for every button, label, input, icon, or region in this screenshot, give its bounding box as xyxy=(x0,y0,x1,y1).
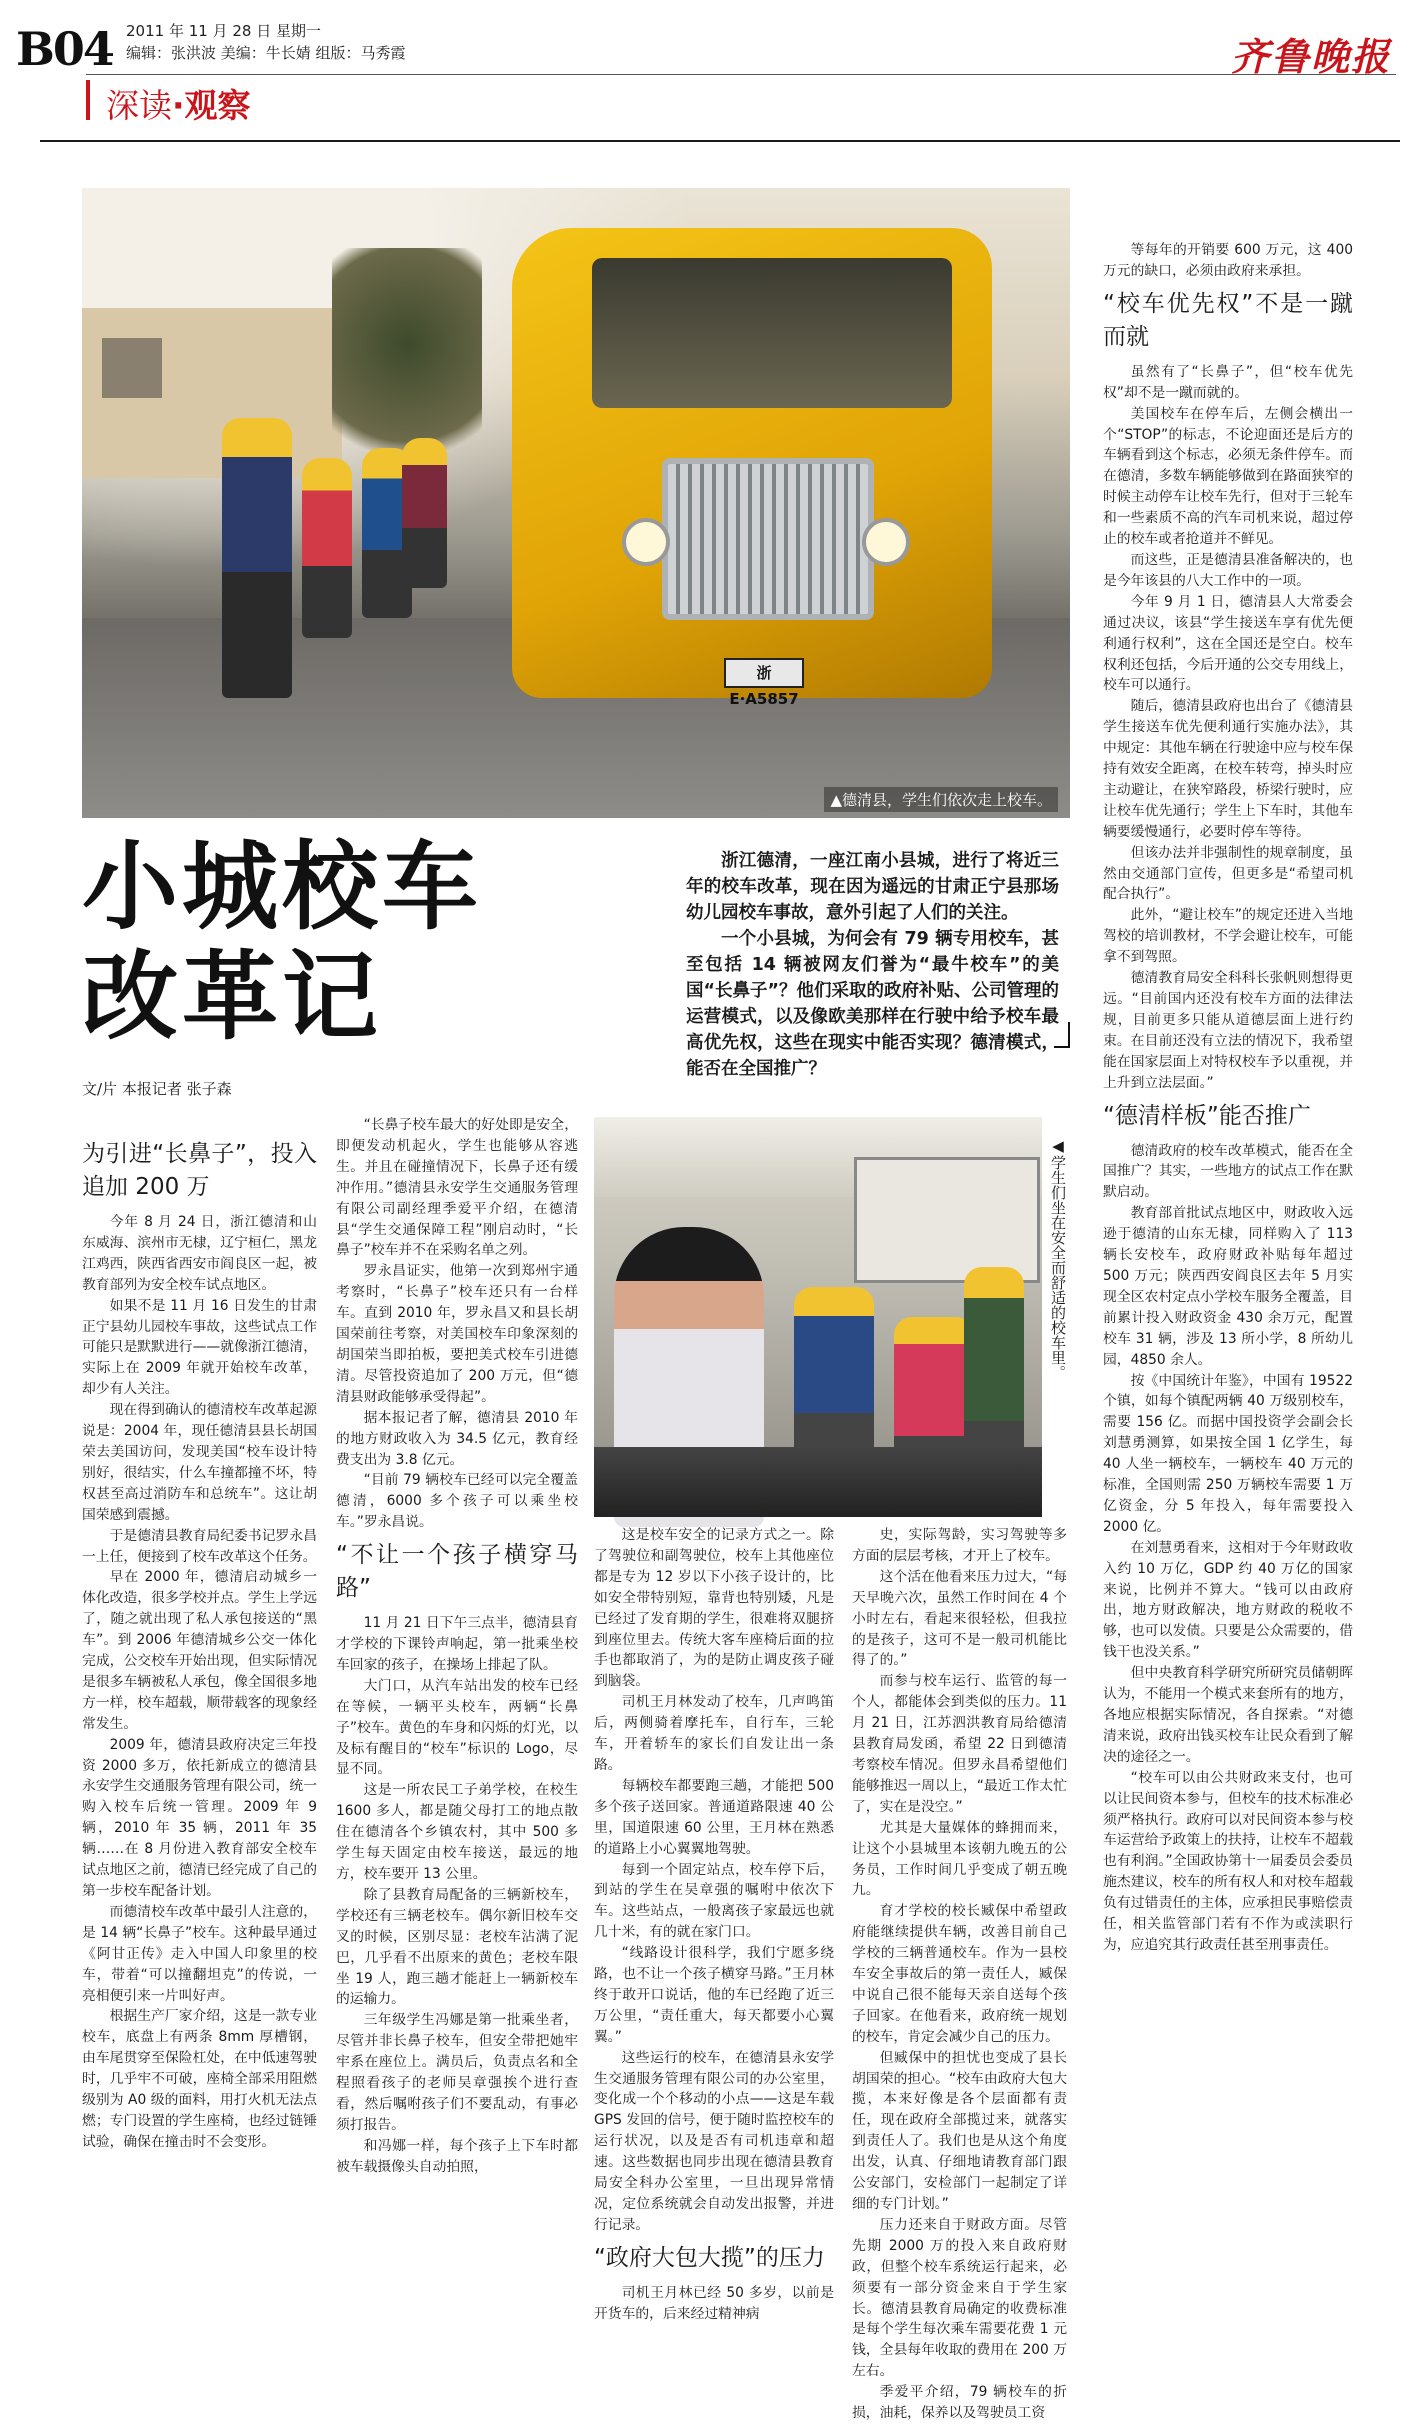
paragraph: 这是校车安全的记录方式之一。除了驾驶位和副驾驶位，校车上其他座位都是专为 12 岁以下小孩子设计的，比如安全带特别短，靠背也特别矮，凡是已经过了发育期的学生，很难将双腿挤到座位里去。传统大客车座椅后面的拉手也都取消了，为的是防止调皮孩子碰到脑袋。 xyxy=(594,1527,834,1690)
paragraph: 三年级学生冯娜是第一批乘坐者，尽管并非长鼻子校车，但安全带把她牢牢系在座位上。满员后，负责点名和全程照看孩子的老师吴章强挨个进行查看，然后嘱咐孩子们不要乱动，有事必须打报告。 xyxy=(336,2012,578,2133)
paragraph: 和冯娜一样，每个孩子上下车时都被车载摄像头自动拍照， xyxy=(336,2137,578,2175)
section-dot: · xyxy=(172,86,185,125)
paragraph: 史，实际驾龄，实习驾驶等多方面的层层考核，才开上了校车。 xyxy=(852,1527,1067,1564)
headline-line-2: 改革记 xyxy=(82,940,382,1053)
paragraph: 而这些，正是德清县准备解决的，也是今年该县的八大工作中的一项。 xyxy=(1103,551,1353,589)
paragraph: 罗永昌证实，他第一次到郑州宇通考察时，“长鼻子”校车还只有一台样车。直到 2010 年，罗永昌又和县长胡国荣前往考察，对美国校车印象深刻的胡国荣当即拍板，要把美式校车引进德清。尽管投资追加了 200 万元，但“德清县财政能够承受得起”。 xyxy=(336,1263,578,1405)
paragraph: 根据生产厂家介绍，这是一款专业校车，底盘上有两条 8mm 厚槽钢，由车尾贯穿至保险杠处，在中低速驾驶时，几乎牢不可破，座椅全部采用阻燃级别为 A0 级的面料，用打火机无法点燃；专门设置的学生座椅，也经过链锤试验，确保在撞击时不会变形。 xyxy=(82,2008,317,2150)
column-5 xyxy=(1103,240,1353,2374)
editors-line: 编辑：张洪波 美编：牛长婧 组版：马秀霞 xyxy=(126,44,406,62)
newspaper-logo: 齐鲁晚报 xyxy=(1230,34,1391,79)
column-3 xyxy=(594,1525,834,2374)
paragraph: 这些运行的校车，在德清县永安学生交通服务管理有限公司的办公室里，变化成一个个移动的小点——这是车载 GPS 发回的信号，便于随时监控校车的运行状况，以及是否有司机违章和超速。这些数据也同步出现在德清县教育局安全科办公室里，一旦出现异常情况，定位系统就会自动发出报警，并进行记录。 xyxy=(594,2049,834,2233)
paragraph: “线路设计很科学，我们宁愿多绕路，也不让一个孩子横穿马路。”王月林终于敢开口说话，他的车已经跑了近三万公里，“责任重大，每天都要小心翼翼。” xyxy=(594,1945,834,2045)
license-plate: 浙E·A5857 xyxy=(724,658,804,688)
paragraph: 除了县教育局配备的三辆新校车，学校还有三辆老校车。偶尔新旧校车交叉的时候，区别尽显：老校车沾满了泥巴，几乎看不出原来的黄色；老校车限坐 19 人，跑三趟才能赶上一辆新校车的运输力。 xyxy=(336,1886,578,2008)
paragraph: 教育部首批试点地区中，财政收入远逊于德清的山东无棣，同样购入了 113 辆长安校车，政府财政补贴每年超过 500 万元；陕西西安阎良区去年 5 月实现全区农村定点小学校车服务全覆盖，目前累计投入财政资金 430 余万元，配置校车 31 辆，涉及 13 所小学，8 所幼儿园，4850 余人。 xyxy=(1103,1205,1353,1368)
paragraph: 现在得到确认的德清校车改革起源说是：2004 年，现任德清县县长胡国荣去美国访问，发现美国“校车设计特别好，很结实，什么车撞都撞不坏，特权甚至高过消防车和总统车”。这让胡国荣感到震撼。 xyxy=(82,1402,317,1523)
paragraph: 季爱平介绍，79 辆校车的折损，油耗，保养以及驾驶员工资 xyxy=(852,2384,1067,2422)
lead-p2: 一个小县城，为何会有 79 辆专用校车，甚至包括 14 辆被网友们誉为“最牛校车”的美国“长鼻子”？他们采取的政府补贴、公司管理的运营模式，以及像欧美那样在行驶中给予校车最高优先权，这些在现实中能否实现？德清模式，能否在全国推广？ xyxy=(686,929,1060,1079)
paragraph: 德清教育局安全科科长张帆则想得更远。“目前国内还没有校车方面的法律法规，目前更多只能从道德层面上进行约束。在目前还没有立法的情况下，我希望能在国家层面上对特权校车予以重视，并上升到立法层面。” xyxy=(1103,970,1353,1091)
paragraph: 而参与校车运行、监管的每一个人，都能体会到类似的压力。11 月 21 日，江苏泗洪教育局给德清县教育局发函，希望 22 日到德清考察校车情况。但罗永昌希望他们能够推迟一周以上，“最近工作太忙了，实在是没空。” xyxy=(852,1673,1067,1815)
inset-photo xyxy=(594,1117,1042,1515)
paragraph: 这个活在他看来压力过大，“每天早晚六次，虽然工作时间在 4 个小时左右，看起来很轻松，但我拉的是孩子，这可不是一般司机能比得了的。” xyxy=(852,1568,1067,1669)
subheading-long-nose: 为引进“长鼻子”，投入追加 200 万 xyxy=(82,1141,317,1200)
paragraph: 按《中国统计年鉴》，中国有 19522 个镇，如每个镇配两辆 40 万级别校车，需要 156 亿。而据中国投资学会副会长刘慧勇测算，如果按全国 1 亿学生，每 40 人坐一辆校车，一辆校车 40 万元的标准，全国则需 250 万辆校车需要 1 万亿资金，分 5 年投入，每年需要投入 2000 亿。 xyxy=(1103,1372,1353,1535)
section-main: 深读 xyxy=(106,86,172,125)
section-accent-bar xyxy=(86,80,90,120)
paragraph: 虽然有了“长鼻子”，但“校车优先权”却不是一蹴而就的。 xyxy=(1103,363,1353,401)
paragraph: 尤其是大量媒体的蜂拥而来，让这个小县城里本该朝九晚五的公务员，工作时间几乎变成了朝五晚九。 xyxy=(852,1819,1067,1899)
paragraph: 司机王月林已经 50 多岁，以前是开货车的，后来经过精神病 xyxy=(594,2284,834,2322)
section-sub: 观察 xyxy=(184,86,251,125)
child-figure xyxy=(302,458,352,638)
subheading-pressure: “政府大包大揽”的压力 xyxy=(594,2244,825,2271)
paragraph: 而德清校车改革中最引人注意的，是 14 辆“长鼻子”校车。这种最早通过《阿甘正传》走入中国人印象里的校车，带着“可以撞翻坦克”的传说，一亮相便引来一片叫好声。 xyxy=(82,1903,317,2004)
paragraph: 但中央教育科学研究所研究员储朝晖认为，不能用一个模式来套所有的地方，各地应根据实际情况，各自探索。“对德清来说，政府出钱买校车让民众看到了解决的途径之一。 xyxy=(1103,1665,1353,1765)
article-headline xyxy=(82,832,482,1052)
subheading-model: “德清样板”能否推广 xyxy=(1103,1102,1311,1129)
paragraph: “目前 79 辆校车已经可以完全覆盖德清，6000 多个孩子可以乘坐校车。”罗永昌说。 xyxy=(336,1472,578,1531)
paragraph: 据本报记者了解，德清县 2010 年的地方财政收入为 34.5 亿元，教育经费支出为 3.8 亿元。 xyxy=(336,1409,578,1468)
lead-bracket xyxy=(1054,1022,1070,1048)
paragraph: 司机王月林发动了校车，几声鸣笛后，两侧骑着摩托车，自行车，三轮车，开着轿车的家长们自发让出一条路。 xyxy=(594,1694,834,1773)
inset-photo-caption: ◀学生们坐在安全而舒适的校车里。 xyxy=(1049,1137,1067,1380)
date-line: 2011 年 11 月 28 日 星期一 xyxy=(126,22,321,40)
bus-window-inside xyxy=(854,1157,1040,1283)
paragraph: 11 月 21 日下午三点半，德清县育才学校的下课铃声响起，第一批乘坐校车回家的孩子，在操场上排起了队。 xyxy=(336,1615,578,1673)
paragraph: 这是一所农民工子弟学校，在校生 1600 多人，都是随父母打工的地点散住在德清各个乡镇农村，其中 500 多学生每天固定由校车接送，最远的地方，校车要开 13 公里。 xyxy=(336,1782,578,1882)
paragraph: 大门口，从汽车站出发的校车已经在等候，一辆平头校车，两辆“长鼻子”校车。黄色的车身和闪烁的灯光，以及标有醒目的“校车”标识的 Logo，尽显不同。 xyxy=(336,1677,578,1778)
lead-paragraph xyxy=(686,848,1059,1082)
bus-headlight-left xyxy=(622,518,670,566)
paragraph: 今年 8 月 24 日，浙江德清和山东威海、滨州市无棣，辽宁桓仁，黑龙江鸡西，陕西省西安市阎良区一起，被教育部列为安全校车试点地区。 xyxy=(82,1214,317,1293)
paragraph: “长鼻子校车最大的好处即是安全，即便发动机起火，学生也能够从容逃生。并且在碰撞情况下，长鼻子还有缓冲作用。”德清县永安学生交通服务管理有限公司副经理季爱平介绍，在德清县“学生交通保障工程”刚启动时，“长鼻子”校车并不在采购名单之列。 xyxy=(336,1117,578,1259)
child-figure xyxy=(402,438,447,588)
paragraph: 压力还来自于财政方面。尽管先期 2000 万的投入来自政府财政，但整个校车系统运行起来，必须要有一部分资金来自于学生家长。德清县教育局确定的收费标准是每个学生每次乘车需要花费 1 元钱，全县每年收取的费用在 200 万左右。 xyxy=(852,2216,1067,2380)
paragraph: 早在 2000 年，德清启动城乡一体化改造，很多学校并点。学生上学远了，随之就出现了私人承包接送的“黑车”。到 2006 年德清城乡公交一体化完成，公交校车开始出现，但实际情况是很多车辆被私人承包，像全国很多地方一样，校车超载，顺带载客的现象经常发生。 xyxy=(82,1569,317,1732)
header-divider xyxy=(86,74,1396,75)
bus-grille xyxy=(662,458,874,620)
paragraph: 如果不是 11 月 16 日发生的甘肃正宁县幼儿园校车事故，这些试点工作可能只是默默进行——就像浙江德清，实际上在 2009 年就开始校车改革，却少有人关注。 xyxy=(82,1297,317,1398)
paragraph: 育才学校的校长臧保中希望政府能继续提供车辆，改善目前自己学校的三辆普通校车。作为一县校车安全事故后的第一责任人，臧保中说自己很不能每天亲自送每个孩子回家。在他看来，政府统一规划的校车，肯定会减少自己的压力。 xyxy=(852,1903,1067,2045)
paragraph: 美国校车在停车后，左侧会横出一个“STOP”的标志，不论迎面还是后方的车辆看到这个标志，必须无条件停车。而在德清，多数车辆能够做到在路面狭窄的时候主动停车让校车先行，但对于三轮车和一些素质不高的汽车司机来说，超过停止的校车或者抢道并不鲜见。 xyxy=(1103,405,1353,548)
child-figure xyxy=(222,418,292,698)
column-1 xyxy=(82,1132,317,2374)
bus-headlight-right xyxy=(862,518,910,566)
section-title xyxy=(106,80,251,127)
paragraph: 德清政府的校车改革模式，能否在全国推广？其实，一些地方的试点工作在默默启动。 xyxy=(1103,1142,1353,1201)
paragraph: 此外，“避让校车”的规定还进入当地驾校的培训教材，不学会避让校车，可能拿不到驾照。 xyxy=(1103,907,1353,966)
paragraph: 但该办法并非强制性的规章制度，虽然由交通部门宣传，但更多是“希望司机配合执行”。 xyxy=(1103,844,1353,903)
subheading-crossing: “不让一个孩子横穿马路” xyxy=(336,1542,578,1602)
main-photo xyxy=(82,188,1070,818)
column-2 xyxy=(336,1115,578,2374)
byline: 文/片 本报记者 张子森 xyxy=(82,1080,232,1098)
page-number: B04 xyxy=(16,22,113,76)
photo-window xyxy=(102,338,162,398)
main-photo-caption: ▲德清县，学生们依次走上校车。 xyxy=(824,787,1058,812)
bus-seats xyxy=(594,1447,1042,1517)
paragraph: 在刘慧勇看来，这相对于今年财政收入约 10 万亿，GDP 约 40 万亿的国家来说，比例并不算大。“钱可以由政府出，地方财政解决，地方财政的税收不够，也可以发债。只要是公众需要的，借钱干也没关系。” xyxy=(1103,1539,1353,1661)
paragraph: 2009 年，德清县政府决定三年投资 2000 多万，依托新成立的德清县永安学生交通服务管理有限公司，统一购入校车后统一管理。2009 年 9 辆，2010 年 35 辆，2011 年 35 辆……在 8 月份进入教育部安全校车试点地区之前，德清已经完成了自己的第一步校车配备计划。 xyxy=(82,1736,317,1899)
lead-p1: 浙江德清，一座江南小县城，进行了将近三年的校车改革，现在因为遥远的甘肃正宁县那场幼儿园校车事故，意外引起了人们的关注。 xyxy=(686,851,1059,923)
paragraph: 每到一个固定站点，校车停下后，到站的学生在吴章强的嘱咐中依次下车。这些站点，一般离孩子家最远也就几十米，有的就在家门口。 xyxy=(594,1861,834,1941)
headline-line-1: 小城校车 xyxy=(82,830,482,943)
child-figure xyxy=(794,1287,874,1467)
paragraph: “校车可以由公共财政来支付，也可以让民间资本参与，但校车的技术标准必须严格执行。政府可以对民间资本参与校车运营给予政策上的扶持，让校车不超载也有利润。”全国政协第十一届委员会委员施杰建议，校车的所有权人和对校车超载负有过错责任的主体，应承担民事赔偿责任，相关监管部门若有不作为或渎职行为，应追究其行政责任甚至刑事责任。 xyxy=(1103,1769,1353,1953)
paragraph: 于是德清县教育局纪委书记罗永昌一上任，便接到了校车改革这个任务。 xyxy=(82,1527,317,1565)
bus-windshield xyxy=(592,258,952,408)
column-4 xyxy=(852,1525,1067,2422)
paragraph: 今年 9 月 1 日，德清县人大常委会通过决议，该县“学生接送车享有优先便利通行权利”，这在全国还是空白。校车权利还包括，今后开通的公交专用线上，校车可以通行。 xyxy=(1103,593,1353,694)
paragraph: 随后，德清县政府也出台了《德清县学生接送车优先便利通行实施办法》，其中规定：其他车辆在行驶途中应与校车保持有效安全距离，在校车转弯，掉头时应主动避让，在狭窄路段，桥梁行驶时，应让校车优先通行；学生上下车时，其他车辆要缓慢通行，必要时停车等待。 xyxy=(1103,698,1353,840)
paragraph: 等每年的开销要 600 万元，这 400 万元的缺口，必须由政府来承担。 xyxy=(1103,242,1353,279)
page-divider xyxy=(40,140,1400,142)
paragraph: 每辆校车都要跑三趟，才能把 500 多个孩子送回家。普通道路限速 40 公里，国道限速 60 公里，王月林在熟悉的道路上小心翼翼地驾驶。 xyxy=(594,1777,834,1857)
paragraph: 但臧保中的担忧也变成了县长胡国荣的担心。“校车由政府大包大揽，本来好像是各个层面都有责任，现在政府全部揽过来，就落实到责任人了。我们也是从这个角度出发，认真、仔细地请教育部门跟公安部门，安检部门一起制定了详细的专门计划。” xyxy=(852,2049,1067,2212)
subheading-priority: “校车优先权”不是一蹴而就 xyxy=(1103,290,1353,350)
